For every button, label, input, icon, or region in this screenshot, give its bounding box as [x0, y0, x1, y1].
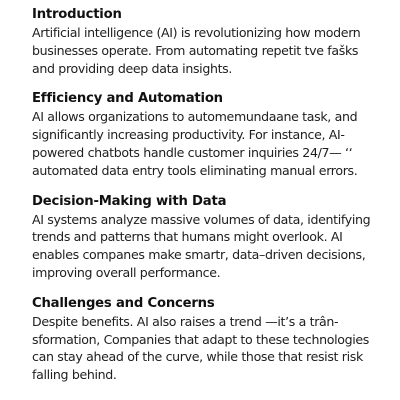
paragraph-line: automated data entry tools eliminating manual errors.: [32, 162, 358, 178]
section-heading-efficiency-and-automation: Efficiency and Automation: [32, 91, 223, 107]
paragraph-line: falling behind.: [32, 367, 117, 383]
paragraph-line: Despite benefits. AI also raises a trend —it’s a trân-: [32, 313, 339, 329]
section-decision-making-with-data: [32, 192, 388, 282]
section-introduction: [32, 5, 388, 77]
paragraph-line: and providing deep data insights.: [32, 60, 233, 76]
paragraph-line: AI allows organizations to automemundaane task, and: [32, 109, 358, 125]
paragraph-line: improving overall performance.: [32, 264, 221, 280]
paragraph-line: significantly increasing productivity. For instance, AI-: [32, 127, 345, 143]
paragraph-line: trends and patterns that humans might overlook. AI: [32, 229, 343, 245]
paragraph-line: can stay ahead of the curve, while those that resist risk: [32, 349, 363, 365]
section-heading-decision-making-with-data: Decision-Making with Data: [32, 193, 227, 209]
paragraph-line: enables companes make smartr, data–driven decisions,: [32, 247, 366, 263]
paragraph-line: Artificial intelligence (AI) is revolutionizing how modern: [32, 25, 361, 40]
paragraph-line: AI systems analyze massive volumes of data, identifying: [32, 211, 371, 227]
paragraph-line: businesses operate. From automating repetit tve fašks: [32, 42, 359, 58]
paragraph-line: powered chatbots handle customer inquiries 24/7— ‘‘: [32, 144, 353, 160]
section-efficiency-and-automation: [32, 89, 388, 179]
section-challenges-and-concerns: [32, 294, 388, 384]
section-heading-challenges-and-concerns: Challenges and Concerns: [32, 295, 215, 311]
paragraph-line: sformation, Companies that adapt to these technologies: [32, 331, 369, 347]
section-heading-introduction: Introduction: [32, 7, 122, 22]
